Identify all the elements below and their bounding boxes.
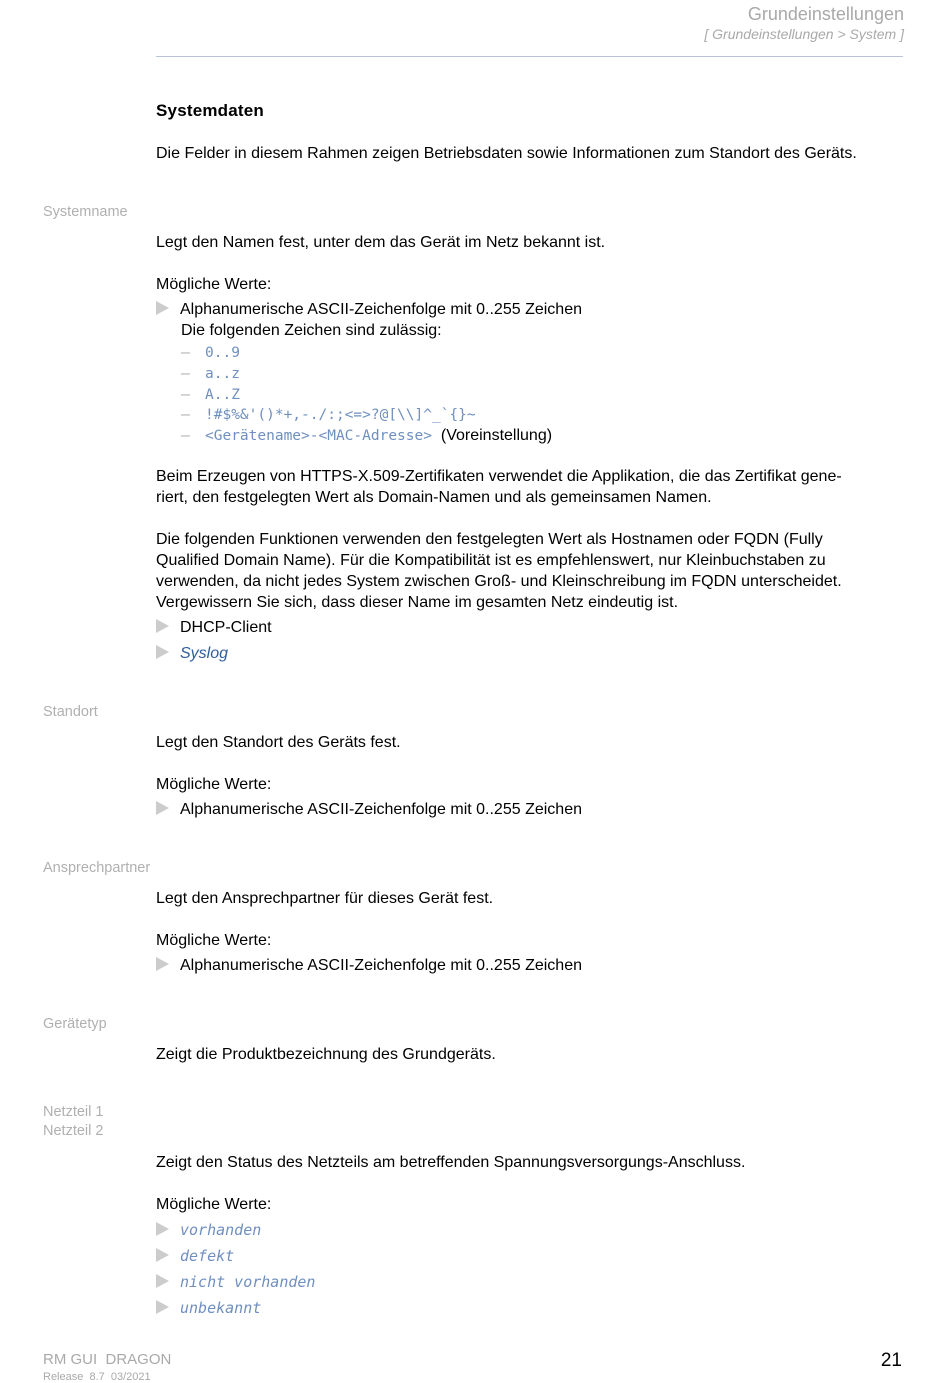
allowed-chars-item: – !#$%&'()*+,-./:;<=>?@[\\]^_`{}~ xyxy=(181,406,476,423)
allowed-chars-item: – 0..9 xyxy=(181,344,240,361)
bullet-triangle-icon xyxy=(156,619,169,633)
allowed-chars-item: – a..z xyxy=(181,365,240,382)
side-label-systemname: Systemname xyxy=(43,204,128,220)
allowed-chars-item-default: – <Gerätename>-<MAC-Adresse> (Voreinstellung) xyxy=(181,427,553,444)
page-number: 21 xyxy=(880,1350,902,1371)
geraetetyp-desc: Zeigt die Produktbezeichnung des Grundgeräts. xyxy=(156,1046,496,1063)
section-intro: Die Felder in diesem Rahmen zeigen Betriebsdaten sowie Informationen zum Standort des Geräts. xyxy=(156,145,857,162)
netzteil-value-item: nicht vorhanden xyxy=(156,1272,315,1293)
netzteil-value-item: unbekannt xyxy=(156,1298,261,1319)
function-item-syslog[interactable] xyxy=(156,643,228,664)
systemname-desc: Legt den Namen fest, unter dem das Gerät im Netz bekannt ist. xyxy=(156,234,606,251)
fqdn-note-line-4: Vergewissern Sie sich, dass dieser Name im gesamten Netz eindeutig ist. xyxy=(156,594,679,611)
netzteil-value-item: vorhanden xyxy=(156,1220,261,1241)
https-note-line-1: Beim Erzeugen von HTTPS-X.509-Zertifikaten verwendet die Applikation, die das Zertifikat gene- xyxy=(156,468,842,485)
footer-doc-title: RM GUI DRAGON xyxy=(43,1351,172,1368)
ansprechpartner-value-item: Alphanumerische ASCII-Zeichenfolge mit 0..255 Zeichen xyxy=(156,955,582,976)
netzteil-values-heading: Mögliche Werte: xyxy=(156,1196,272,1213)
systemname-values-heading: Mögliche Werte: xyxy=(156,276,272,293)
fqdn-note-line-3: verwenden, da nicht jedes System zwischen Groß- und Kleinschreibung im FQDN unterscheidet. xyxy=(156,573,842,590)
bullet-triangle-icon xyxy=(156,1248,169,1262)
bullet-triangle-icon xyxy=(156,1300,169,1314)
section-heading: Systemdaten xyxy=(156,101,265,120)
ansprechpartner-desc: Legt den Ansprechpartner für dieses Gerät fest. xyxy=(156,890,494,907)
side-label-ansprechpartner: Ansprechpartner xyxy=(43,860,151,876)
standort-desc: Legt den Standort des Geräts fest. xyxy=(156,734,401,751)
netzteil-value-item: defekt xyxy=(156,1246,234,1267)
breadcrumb: [ Grundeinstellungen > System ] xyxy=(704,26,904,42)
ansprechpartner-values-heading: Mögliche Werte: xyxy=(156,932,272,949)
bullet-triangle-icon xyxy=(156,1222,169,1236)
bullet-triangle-icon xyxy=(156,301,169,315)
footer-release: Release 8.7 03/2021 xyxy=(43,1371,151,1383)
side-label-netzteil-2: Netzteil 2 xyxy=(43,1123,104,1139)
systemname-value-item: Alphanumerische ASCII-Zeichenfolge mit 0..255 Zeichen xyxy=(156,299,582,320)
netzteil-desc: Zeigt den Status des Netzteils am betreffenden Spannungsversorgungs-Anschluss. xyxy=(156,1154,746,1171)
default-note: (Voreinstellung) xyxy=(440,427,553,444)
side-label-standort: Standort xyxy=(43,704,98,720)
standort-value-item: Alphanumerische ASCII-Zeichenfolge mit 0..255 Zeichen xyxy=(156,799,582,820)
header-divider xyxy=(156,56,903,57)
bullet-triangle-icon xyxy=(156,1274,169,1288)
allowed-chars-item: – A..Z xyxy=(181,386,240,403)
standort-values-heading: Mögliche Werte: xyxy=(156,776,272,793)
side-label-geraetetyp: Gerätetyp xyxy=(43,1016,107,1032)
fqdn-note-line-1: Die folgenden Funktionen verwenden den festgelegten Wert als Hostnamen oder FQDN (Fully xyxy=(156,531,823,548)
syslog-link[interactable]: Syslog xyxy=(180,645,229,662)
fqdn-note-line-2: Qualified Domain Name). Für die Kompatibilität ist es empfehlenswert, nur Kleinbuchstaben zu xyxy=(156,552,826,569)
bullet-triangle-icon xyxy=(156,645,169,659)
https-note-line-2: riert, den festgelegten Wert als Domain-Namen und als gemeinsamen Namen. xyxy=(156,489,712,506)
bullet-triangle-icon xyxy=(156,957,169,971)
bullet-triangle-icon xyxy=(156,801,169,815)
header-title: Grundeinstellungen xyxy=(747,4,904,24)
function-item-dhcp-client: DHCP-Client xyxy=(156,617,272,638)
side-label-netzteil-1: Netzteil 1 xyxy=(43,1104,104,1120)
allowed-chars-intro: Die folgenden Zeichen sind zulässig: xyxy=(181,322,442,339)
